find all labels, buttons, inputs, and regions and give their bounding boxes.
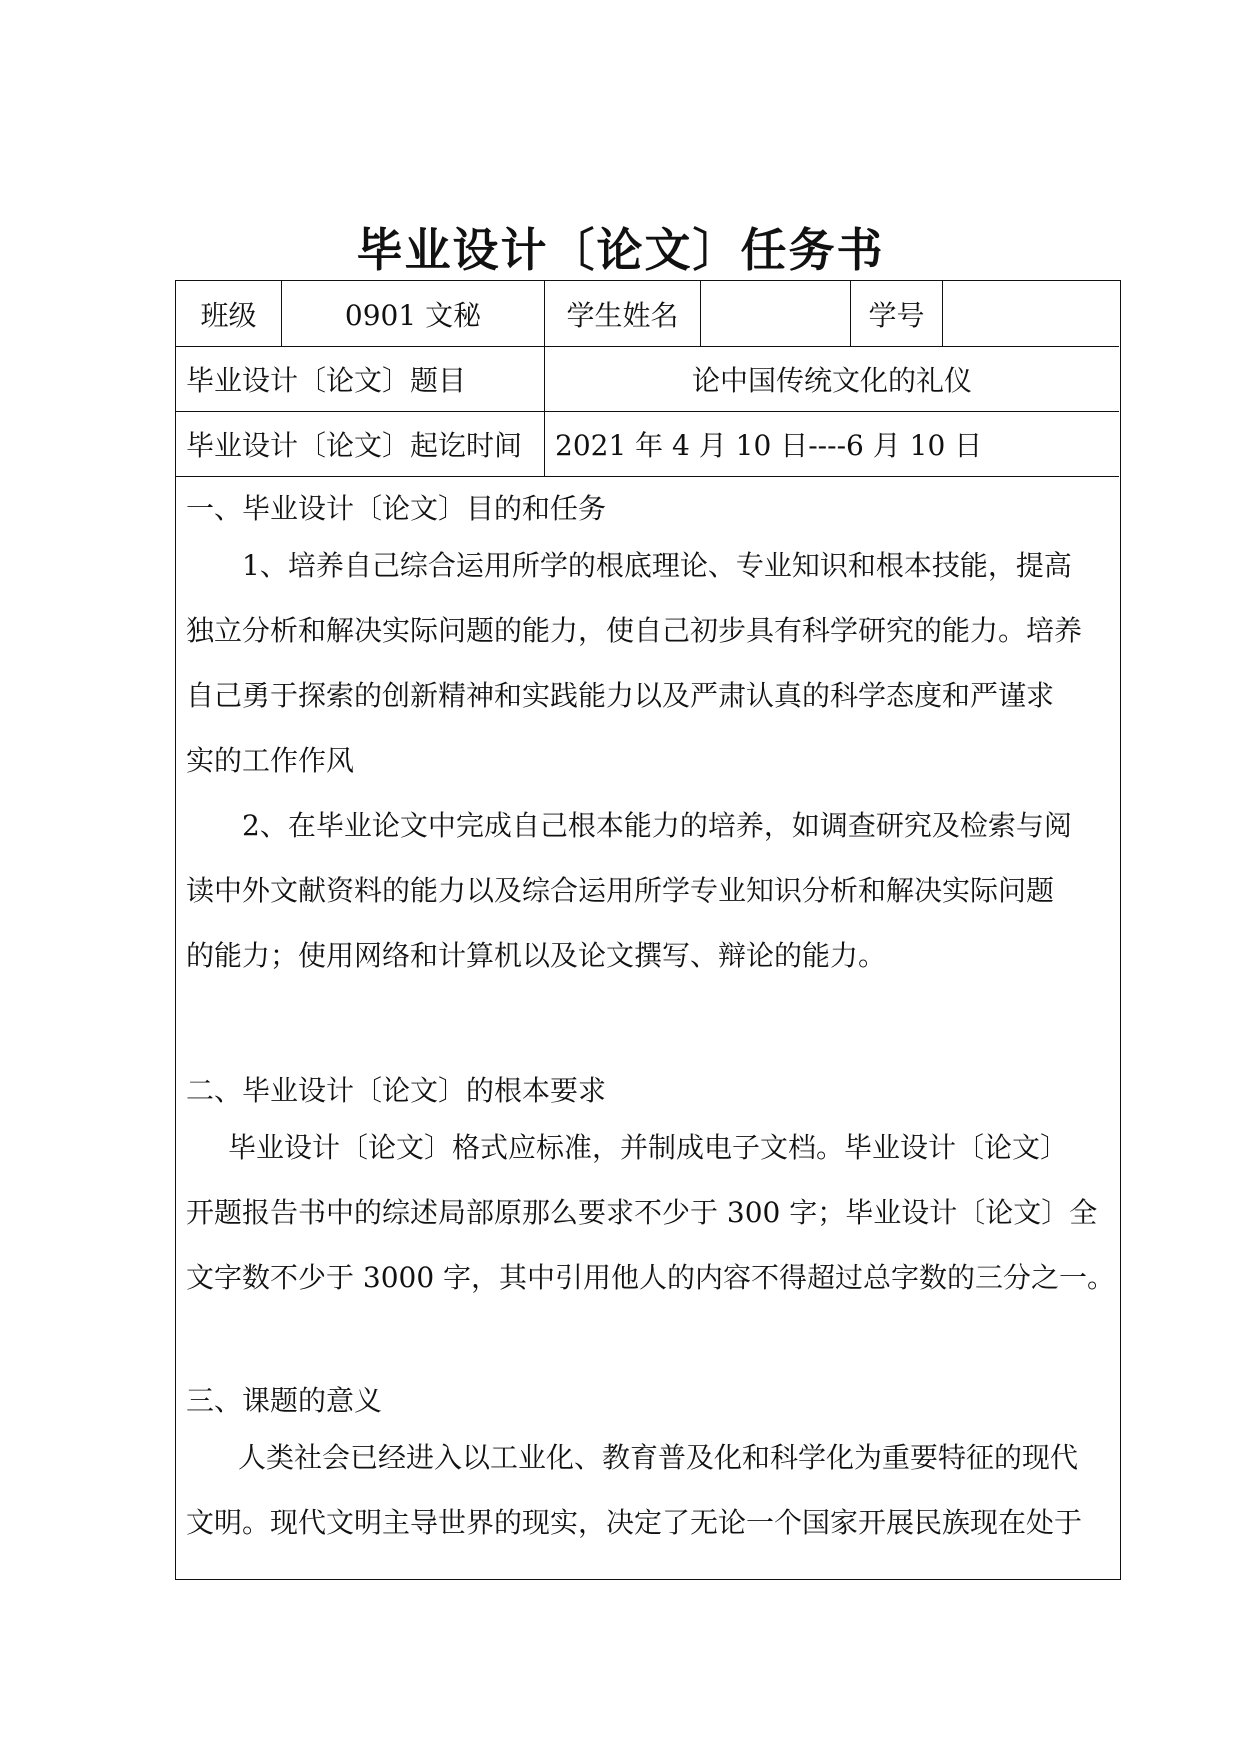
paragraph-purpose-1 <box>186 533 1111 793</box>
header-row <box>176 281 1119 347</box>
period-value: 2021 年 4 月 10 日----6 月 10 日 <box>555 429 983 462</box>
text-line: 开题报告书中的综述局部原那么要求不少于 300 字；毕业设计〔论文〕全 <box>186 1196 1098 1229</box>
section-heading-purpose: 一、毕业设计〔论文〕目的和任务 <box>186 492 607 525</box>
text-line: 独立分析和解决实际问题的能力，使自己初步具有科学研究的能力。培养 <box>186 614 1083 647</box>
text-line: 毕业设计〔论文〕格式应标准，并制成电子文档。毕业设计〔论文〕 <box>228 1131 1069 1164</box>
text-line: 人类社会已经进入以工业化、教育普及化和科学化为重要特征的现代 <box>238 1441 1079 1474</box>
text-line: 实的工作作风 <box>186 744 355 777</box>
text-line: 文字数不少于 3000 字，其中引用他人的内容不得超过总字数的三分之一。 <box>186 1261 1116 1294</box>
period-row <box>176 412 1119 477</box>
document-title: 毕业设计〔论文〕任务书 <box>356 223 885 277</box>
student-id-label: 学号 <box>851 281 943 346</box>
paragraph-requirements <box>186 1115 1116 1310</box>
text-line: 自己勇于探索的创新精神和实践能力以及严肃认真的科学态度和严谨求 <box>186 679 1055 712</box>
paragraph-purpose-2 <box>186 793 1111 988</box>
section-heading-requirements: 二、毕业设计〔论文〕的根本要求 <box>186 1074 607 1107</box>
text-line: 读中外文献资料的能力以及综合运用所学专业知识分析和解决实际问题 <box>186 874 1055 907</box>
topic-label: 毕业设计〔论文〕题目 <box>176 347 545 411</box>
student-name-value <box>701 281 851 346</box>
paragraph-significance <box>186 1425 1111 1555</box>
period-label: 毕业设计〔论文〕起讫时间 <box>176 412 545 476</box>
student-name-label: 学生姓名 <box>545 281 701 346</box>
class-label: 班级 <box>176 281 282 346</box>
text-line: 1、培养自己综合运用所学的根底理论、专业知识和根本技能，提高 <box>242 549 1072 582</box>
topic-row <box>176 347 1119 412</box>
topic-value: 论中国传统文化的礼仪 <box>691 364 972 397</box>
text-line: 的能力；使用网络和计算机以及论文撰写、辩论的能力。 <box>186 939 887 972</box>
text-line: 文明。现代文明主导世界的现实，决定了无论一个国家开展民族现在处于 <box>186 1506 1083 1539</box>
section-heading-significance: 三、课题的意义 <box>186 1384 383 1417</box>
text-line: 2、在毕业论文中完成自己根本能力的培养，如调查研究及检索与阅 <box>242 809 1072 842</box>
task-form-table <box>175 280 1121 1580</box>
class-value: 0901 文秘 <box>282 281 545 346</box>
student-id-value <box>943 281 1119 346</box>
